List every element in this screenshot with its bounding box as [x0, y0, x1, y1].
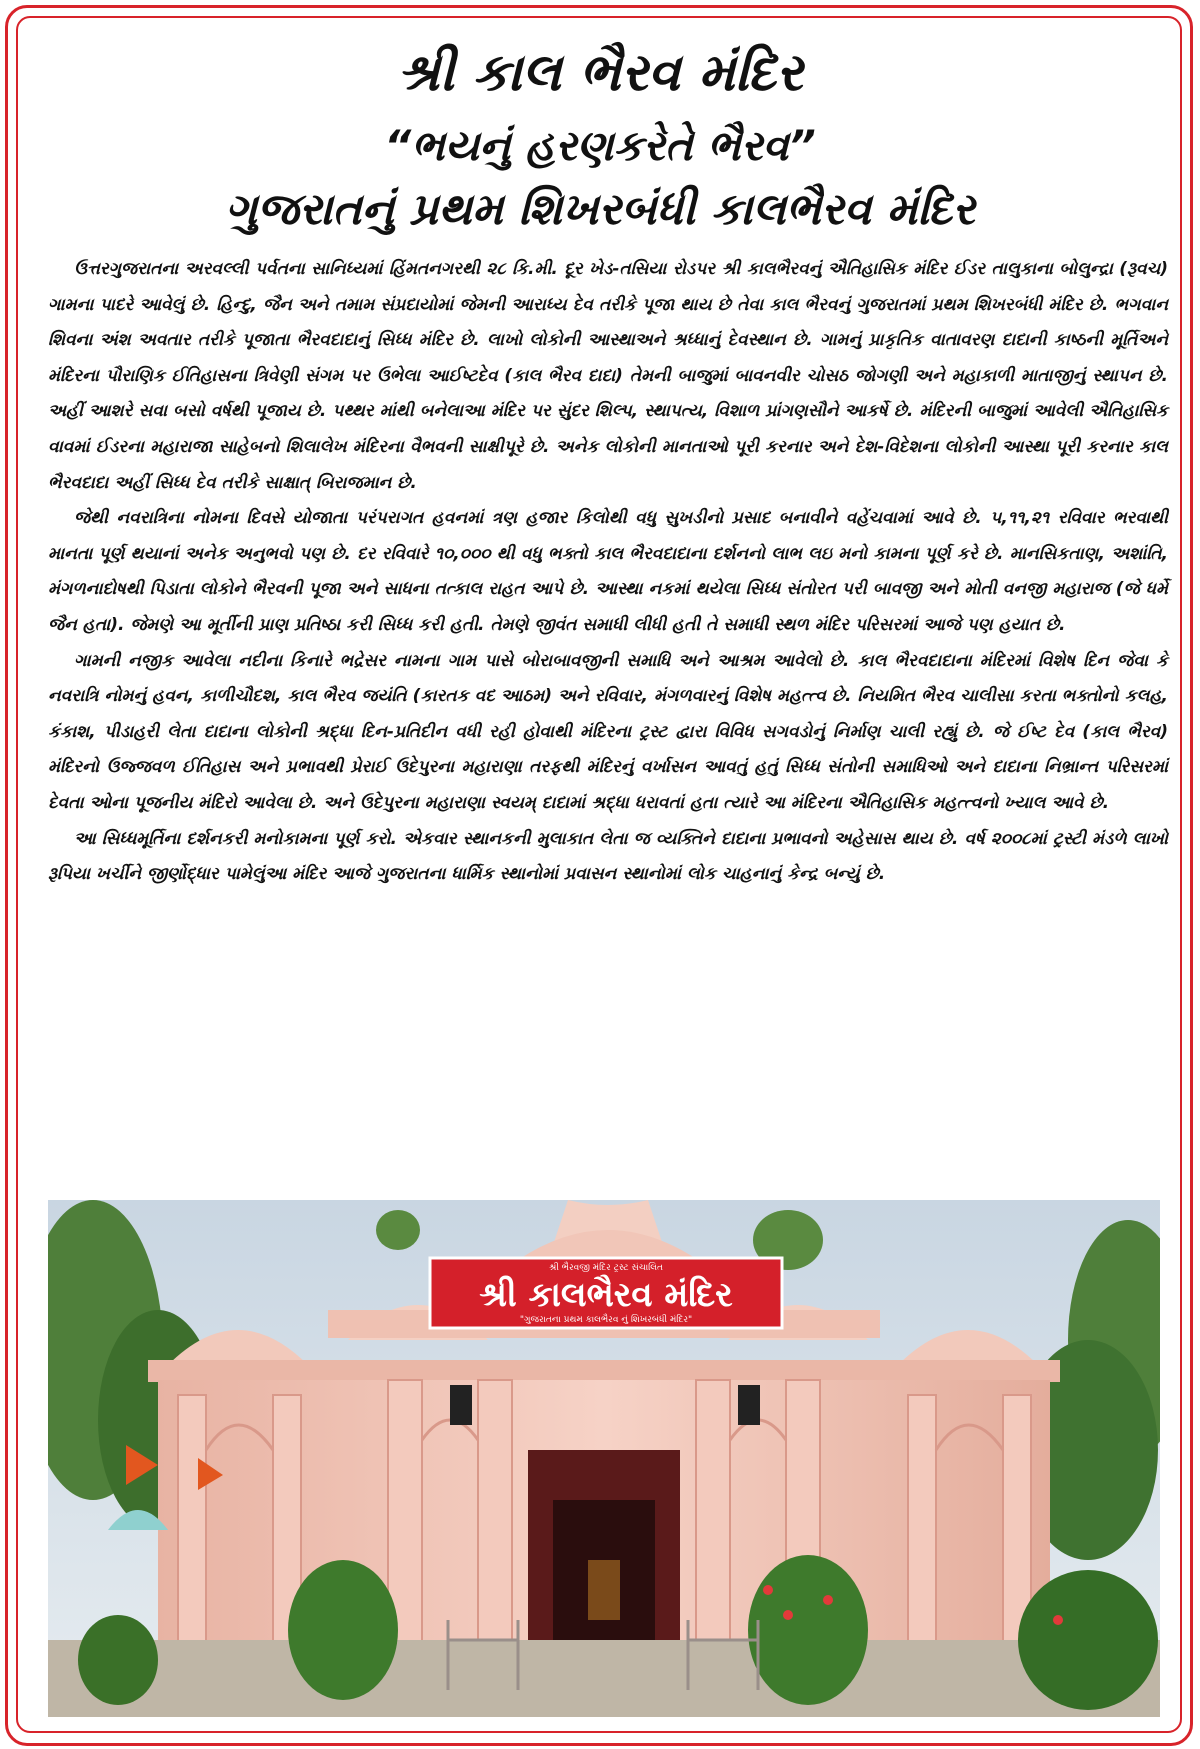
- sign-main-text: શ્રી કાલભૈરવ મંદિર: [479, 1275, 733, 1315]
- paragraph-3: ગામની નજીક આવેલા નદીના કિનારે ભદ્રેસર નામના ગામ પાસે બોરાબાવજીની સમાધિ અને આશ્રમ આવેલો છે. કાલ ભૈરવદાદાના મંદિરમાં વિશેષ દિન જેવા કે નવરાત્રિ નોમનું હવન, કાળીચૌદશ, કાલ ભૈરવ જયંતિ (કારતક વદ આઠમ) અને રવિવાર, મંગળવારનું વિશેષ મહત્ત્વ છે. નિયમિત ભૈરવ ચાલીસા કરતા ભક્તોનો કલહ, કંકાશ, પીડાહરી લેતા દાદાના લોકોની શ્રદ્ધા દિન-પ્રતિદીન વધી રહી હોવાથી મંદિરના ટ્રસ્ટ દ્વારા વિવિધ સગવડોનું નિર્માણ ચાલી રહ્યું છે. જે ઈષ્ટ દેવ (કાલ ભૈરવ) મંદિરનો ઉજ્જવળ ઈતિહાસ અને પ્રભાવથી પ્રેરાઈ ઉદેપુરના મહારાણા તરફથી મંદિરનું વર્ખાસન આવતું હતું સિધ્ધ સંતોની સમાધિઓ અને દાદાના નિભ્રાન્ત પરિસરમાં દેવતા ઓના પૂજનીય મંદિરો આવેલા છે. અને ઉદેપુરના મહારાણા સ્વયમ્ દાદામાં શ્રદ્ધા ધરાવતાં હતા ત્યારે આ મંદિરના ઐતિહાસિક મહત્ત્વનો ખ્યાલ આવે છે.: [48, 650, 1168, 813]
- sign-top-text: શ્રી ભૈરવજી મંદિર ટ્રસ્ટ સંચાલિત: [549, 1263, 663, 1273]
- sign-bottom-text: "ગુજરાતના પ્રથમ કાલભૈરવ નું શિખરબંધી મંદિર": [519, 1315, 693, 1325]
- page-title: શ્રી કાલ ભૈરવ મંદિર: [397, 43, 803, 103]
- courtyard-floor: [48, 1640, 1160, 1717]
- paragraph-1: ઉત્તરગુજરાતના અરવલ્લી પર્વતના સાનિધ્યમાં હિંમતનગરથી ૨૮ કિ.મી. દૂર ખેડ-તસિયા રોડપર શ્રી કાલભૈરવનું ઐતિહાસિક મંદિર ઈડર તાલુકાના બોલુન્દ્રા (રૂવચ) ગામના પાદરે આવેલું છે. હિન્દુ, જૈન અને તમામ સંપ્રદાયોમાં જેમની આરાધ્ય દેવ તરીકે પૂજા થાય છે તેવા કાલ ભૈરવનું ગુજરાતમાં પ્રથમ શિખરબંધી મંદિર છે. ભગવાન શિવના અંશ અવતાર તરીકે પૂજાતા ભૈરવદાદાનું સિધ્ધ મંદિર છે. લાખો લોકોની આસ્થાઅને શ્રધ્ધાનું દેવસ્થાન છે. ગામનું પ્રાકૃતિક વાતાવરણ દાદાની કાષ્ઠની મૂર્તિઅને મંદિરના પૌરાણિક ઈતિહાસના ત્રિવેણી સંગમ પર ઉભેલા આઈષ્ટદેવ (કાલ ભૈરવ દાદા) તેમની બાજુમાં બાવનવીર ચોસઠ જોગણી અને મહાકાળી માતાજીનું સ્થાપન છે. અહીં આશરે સવા બસો વર્ષથી પૂજાય છે. પથ્થર માંથી બનેલાઆ મંદિર પર સુંદર શિલ્પ, સ્થાપત્ય, વિશાળ પ્રાંગણસૌને આકર્ષે છે. મંદિરની બાજુમાં આવેલી ઐતિહાસિક વાવમાં ઈડરના મહારાજા સાહેબનો શિલાલેખ મંદિરના વૈભવની સાક્ષીપૂરે છે. અનેક લોકોની માનતાઓ પૂરી કરનાર અને દેશ-વિદેશના લોકોની આસ્થા પૂરી કરનાર કાલ ભૈરવદાદા અહીં સિધ્ધ દેવ તરીકે સાક્ષાત્ બિરાજમાન છે.: [48, 259, 1168, 493]
- deity-idol: [588, 1560, 620, 1620]
- article-body: [48, 252, 1168, 893]
- paragraph-2: જેથી નવરાત્રિના નોમના દિવસે યોજાતા પરંપરાગત હવનમાં ત્રણ હજાર કિલોથી વધુ સુખડીનો પ્રસાદ બનાવીને વહેંચવામાં આવે છે. ૫,૧૧,૨૧ રવિવાર ભરવાથી માનતા પૂર્ણ થયાનાં અનેક અનુભવો પણ છે. દર રવિવારે ૧૦,૦૦૦ થી વધુ ભક્તો કાલ ભૈરવદાદાના દર્શનનો લાભ લઇ મનો કામના પૂર્ણ કરે છે. માનસિકતાણ, અશાંતિ, મંગળનાદોષથી પિડાતા લોકોને ભૈરવની પૂજા અને સાધના તત્કાલ રાહત આપે છે. આસ્થા નકમાં થયેલા સિધ્ધ સંતોરત પરી બાવજી અને મોતી વનજી મહારાજ (જે ધર્મે જૈન હતા). જેમણે આ મૂર્તીની પ્રાણ પ્રતિષ્ઠા કરી સિધ્ધ કરી હતી. તેમણે જીવંત સમાધી લીધી હતી તે સમાધી સ્થળ મંદિર પરિસરમાં આજે પણ હયાત છે.: [48, 508, 1168, 635]
- speaker-right: [738, 1385, 760, 1425]
- roof-slab: [148, 1360, 1060, 1382]
- speaker-left: [450, 1385, 472, 1425]
- temple-photo: [48, 1200, 1160, 1717]
- temple-illustration: [48, 1200, 1160, 1717]
- subtitle-quote: “ભયનું હરણકરેતે ભૈરવ”: [384, 121, 816, 170]
- tagline: ગુજરાતનું પ્રથમ શિખરબંધી કાલભૈરવ મંદિર: [225, 184, 975, 235]
- temple-sign: [430, 1258, 782, 1328]
- paragraph-4: આ સિધ્ધમૂર્તિના દર્શનકરી મનોકામના પૂર્ણ કરો. એકવાર સ્થાનકની મુલાકાત લેતા જ વ્યક્તિને દાદાના પ્રભાવનો અહેસાસ થાય છે. વર્ષ ૨૦૦૮માં ટ્રસ્ટી મંડળે લાખો રૂપિયા ખર્ચીને જીર્ણોદ્ધાર પામેલુંઆ મંદિર આજે ગુજરાતના ધાર્મિક સ્થાનોમાં પ્રવાસન સ્થાનોમાં લોક ચાહનાનું કેન્દ્ર બન્યું છે.: [48, 828, 1168, 885]
